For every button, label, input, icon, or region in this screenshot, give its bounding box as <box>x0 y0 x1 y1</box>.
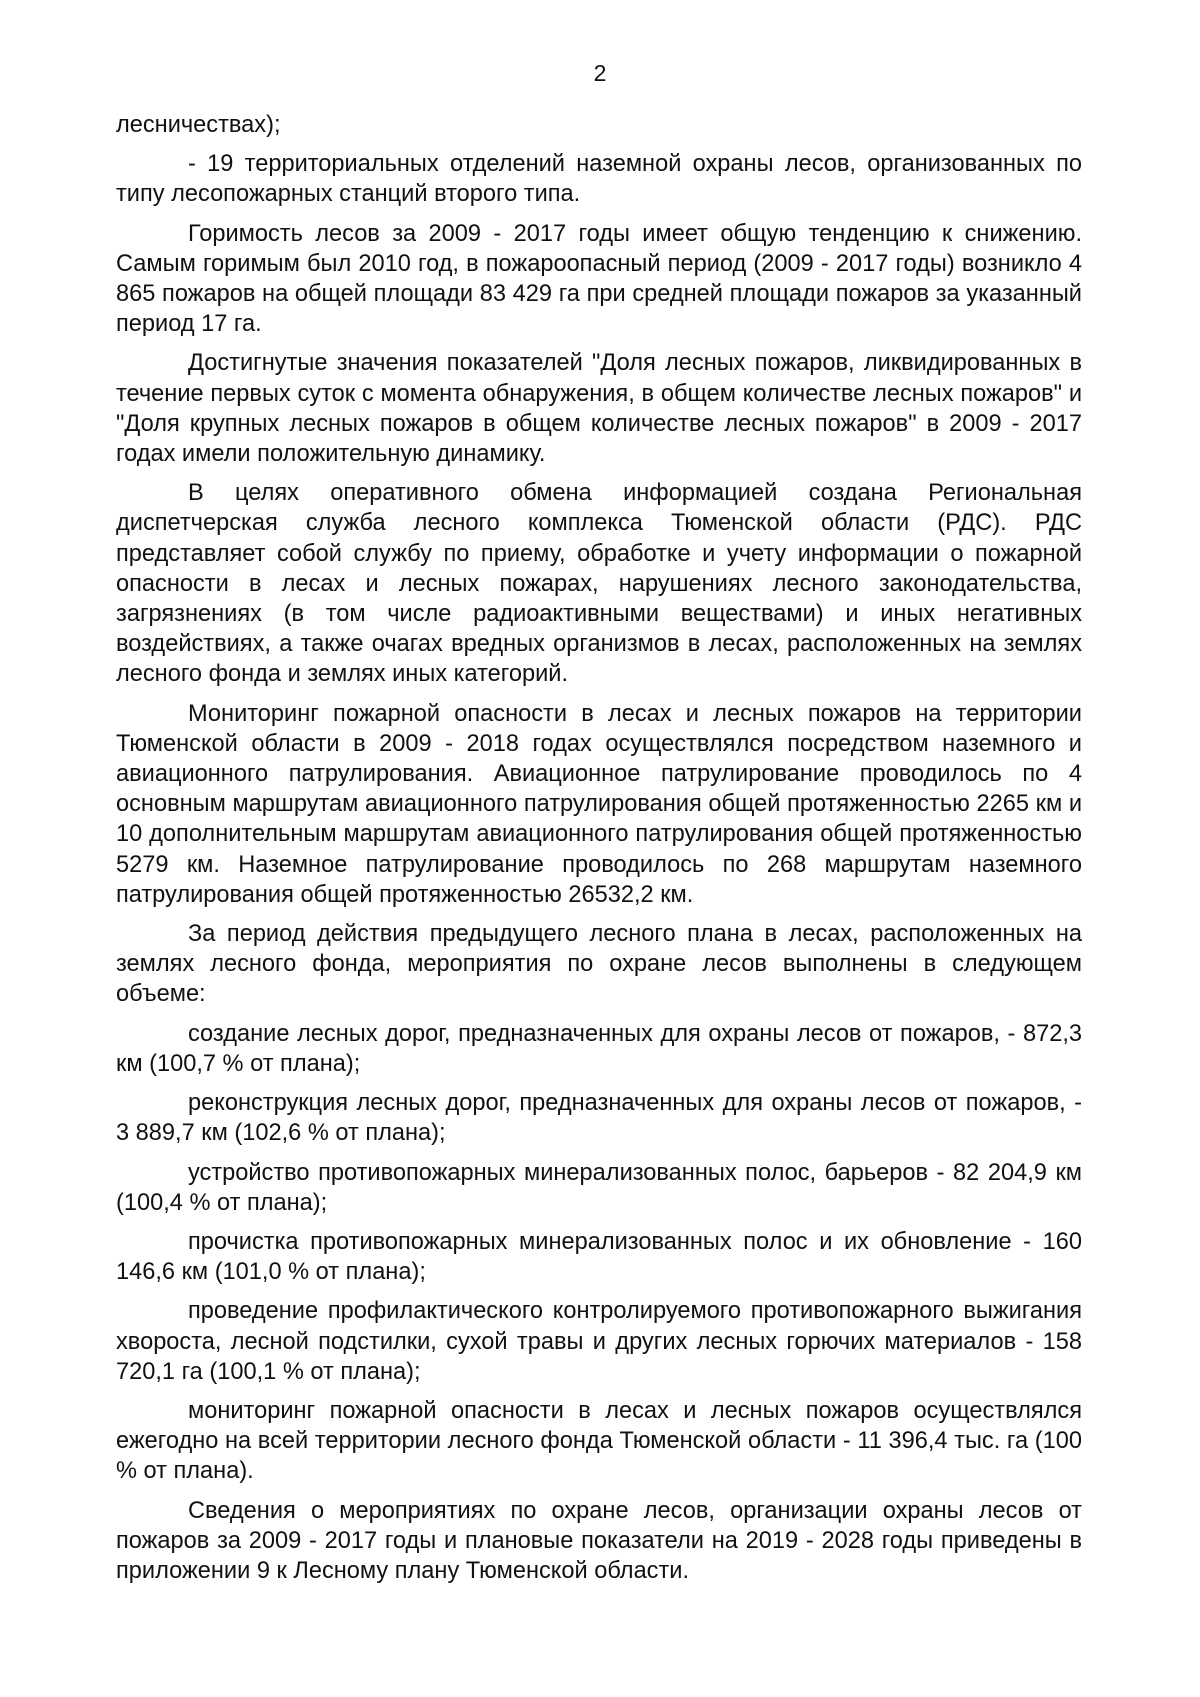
paragraph-territorial-units: - 19 территориальных отделений наземной охраны лесов, организованных по типу лесопожарных станций второго типа. <box>116 151 1082 208</box>
paragraph-annual-monitoring: мониторинг пожарной опасности в лесах и лесных пожаров осуществлялся ежегодно на всей территории лесного фонда Тюменской области - 11 396,4 тыс. га (100 % от плана). <box>116 1397 1082 1485</box>
paragraph-fire-frequency: Горимость лесов за 2009 - 2017 годы имеет общую тенденцию к снижению. Самым горимым был 2010 год, в пожароопасный период (2009 - 2017 годы) возникло 4 865 пожаров на общей площади 83 429 га при средней площади пожаров за указанный период 17 га. <box>116 220 1082 338</box>
paragraph-road-construction: создание лесных дорог, предназначенных для охраны лесов от пожаров, - 872,3 км (100,7 % от плана); <box>116 1020 1082 1077</box>
paragraph-monitoring: Мониторинг пожарной опасности в лесах и лесных пожаров на территории Тюменской области в 2009 - 2018 годах осуществлялся посредством наземного и авиационного патрулирования. Авиационное патрулирование проводилось по 4 основным маршрутам авиационного патрулирования общей протяженностью 2265 км и 10 дополнительным маршрутам авиационного патрулирования общей протяженностью 5279 км. Наземное патрулирование проводилось по 268 маршрутам наземного патрулирования общей протяженностью 26532,2 км. <box>116 700 1082 908</box>
page-number: 2 <box>593 60 607 86</box>
paragraph-measures-intro: За период действия предыдущего лесного плана в лесах, расположенных на землях лесного фонда, мероприятия по охране лесов выполнены в следующем объеме: <box>116 921 1082 1008</box>
paragraph-firebreak-maintenance: прочистка противопожарных минерализованных полос и их обновление - 160 146,6 км (101,0 % от плана); <box>116 1228 1082 1286</box>
paragraph-controlled-burning: проведение профилактического контролируемого противопожарного выжигания хвороста, лесной подстилки, сухой травы и других лесных горючих материалов - 158 720,1 га (100,1 % от плана); <box>116 1298 1082 1385</box>
paragraph-appendix-reference: Сведения о мероприятиях по охране лесов, организации охраны лесов от пожаров за 2009 - 2017 годы и плановые показатели на 2019 - 2028 годы приведены в приложении 9 к Лесному плану Тюменской области. <box>116 1497 1082 1584</box>
paragraph-road-reconstruction: реконструкция лесных дорог, предназначенных для охраны лесов от пожаров, - 3 889,7 км (102,6 % от плана); <box>116 1090 1082 1147</box>
document-body <box>116 110 1082 1595</box>
paragraph-firebreaks: устройство противопожарных минерализованных полос, барьеров - 82 204,9 км (100,4 % от плана); <box>116 1159 1082 1216</box>
paragraph-indicators: Достигнутые значения показателей "Доля лесных пожаров, ликвидированных в течение первых суток с момента обнаружения, в общем количестве лесных пожаров" и "Доля крупных лесных пожаров в общем количестве лесных пожаров" в 2009 - 2017 годах имели положительную динамику. <box>116 350 1082 468</box>
paragraph-continuation: лесничествах); <box>116 112 281 138</box>
paragraph-dispatch-service: В целях оперативного обмена информацией создана Региональная диспетчерская служба лесного комплекса Тюменской области (РДС). РДС представляет собой службу по приему, обработке и учету информации о пожарной опасности в лесах и лесных пожарах, нарушениях лесного законодательства, загрязнениях (в том числе радиоактивными веществами) и иных негативных воздействиях, а также очагах вредных организмов в лесах, расположенных на землях лесного фонда и землях иных категорий. <box>116 480 1082 688</box>
